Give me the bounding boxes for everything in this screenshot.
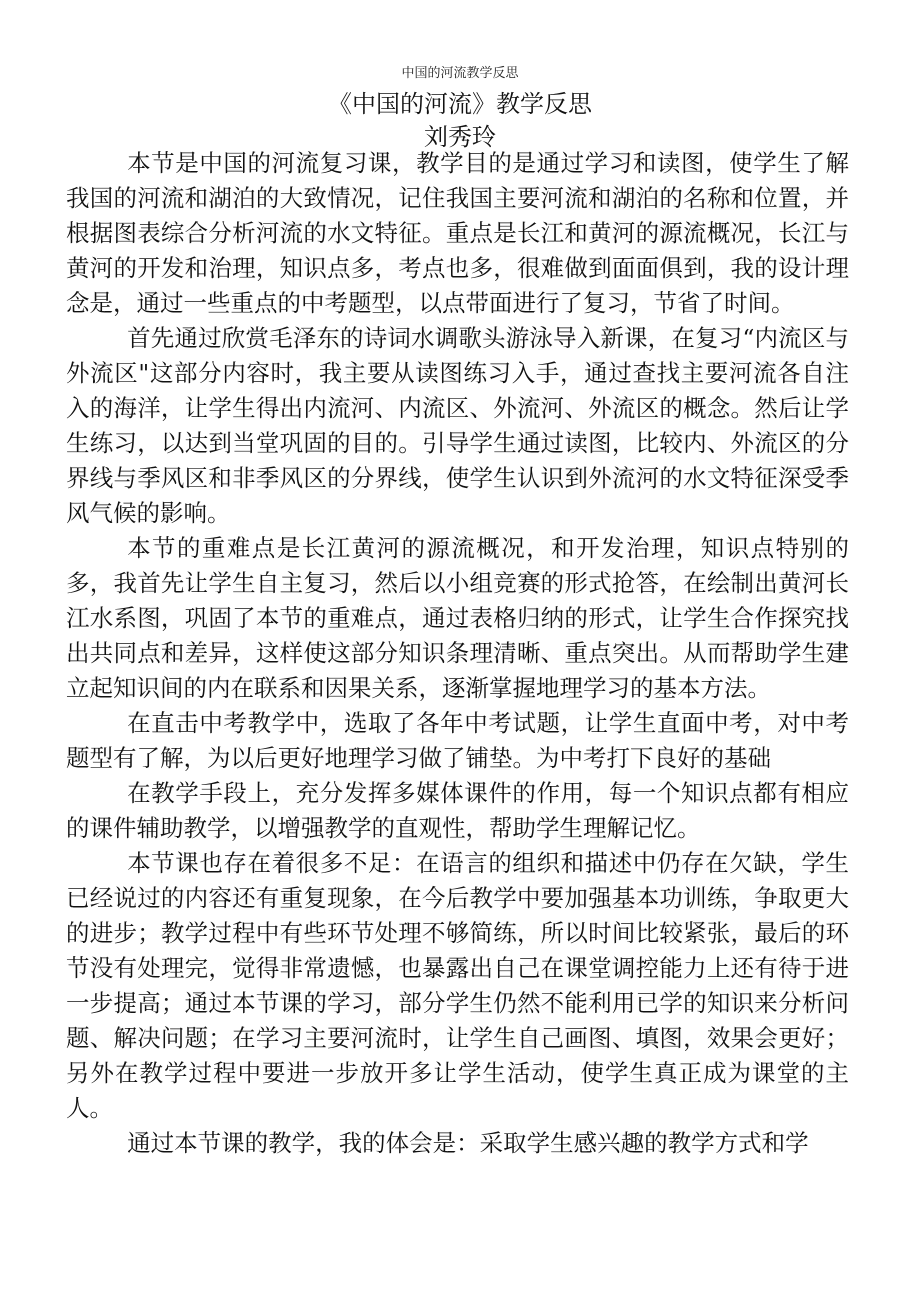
paragraph-3: 本节的重难点是长江黄河的源流概况，和开发治理，知识点特别的多，我首先让学生自主复习，然后以小组竞赛的形式抢答，在绘制出黄河长江水系图，巩固了本节的重难点，通过表格归纳的形式，让学生合作探究找出共同点和差异，这样使这部分知识条理清晰、重点突出。从而帮助学生建立起知识间的内在联系和因果关系，逐渐掌握地理学习的基本方法。 — [66, 534, 849, 702]
document-body — [66, 146, 849, 1161]
paragraph-2: 首先通过欣赏毛泽东的诗词水调歌头游泳导入新课，在复习“内流区与外流区"这部分内容时，我主要从读图练习入手，通过查找主要河流各自注入的海洋，让学生得出内流河、内流区、外流河、外流区的概念。然后让学生练习，以达到当堂巩固的目的。引导学生通过读图，比较内、外流区的分界线与季风区和非季风区的分界线，使学生认识到外流河的水文特征深受季风气候的影响。 — [66, 324, 849, 527]
paragraph-7: 通过本节课的教学，我的体会是：采取学生感兴趣的教学方式和学 — [127, 1129, 809, 1157]
author-name: 刘秀玲 — [424, 123, 496, 151]
running-header: 中国的河流教学反思 — [401, 66, 519, 81]
paragraph-1: 本节是中国的河流复习课，教学目的是通过学习和读图，使学生了解我国的河流和湖泊的大致情况，记住我国主要河流和湖泊的名称和位置，并根据图表综合分析河流的水文特征。重点是长江和黄河的源流概况，长江与黄河的开发和治理，知识点多，考点也多，很难做到面面俱到，我的设计理念是，通过一些重点的中考题型，以点带面进行了复习，节省了时间。 — [66, 149, 849, 317]
paragraph-4: 在直击中考教学中，选取了各年中考试题，让学生直面中考，对中考题型有了解，为以后更好地理学习做了铺垫。为中考打下良好的基础 — [66, 709, 849, 772]
paragraph-6: 本节课也存在着很多不足：在语言的组织和描述中仍存在欠缺，学生已经说过的内容还有重复现象，在今后教学中要加强基本功训练，争取更大的进步；教学过程中有些环节处理不够简练，所以时间比较紧张，最后的环节没有处理完，觉得非常遗憾，也暴露出自己在课堂调控能力上还有待于进一步提高；通过本节课的学习，部分学生仍然不能利用已学的知识来分析问题、解决问题；在学习主要河流时，让学生自己画图、填图，效果会更好；另外在教学过程中要进一步放开多让学生活动，使学生真正成为课堂的主人。 — [66, 849, 849, 1122]
document-title: 《中国的河流》教学反思 — [328, 90, 592, 118]
paragraph-5: 在教学手段上，充分发挥多媒体课件的作用，每一个知识点都有相应的课件辅助教学，以增强教学的直观性，帮助学生理解记忆。 — [66, 779, 849, 842]
